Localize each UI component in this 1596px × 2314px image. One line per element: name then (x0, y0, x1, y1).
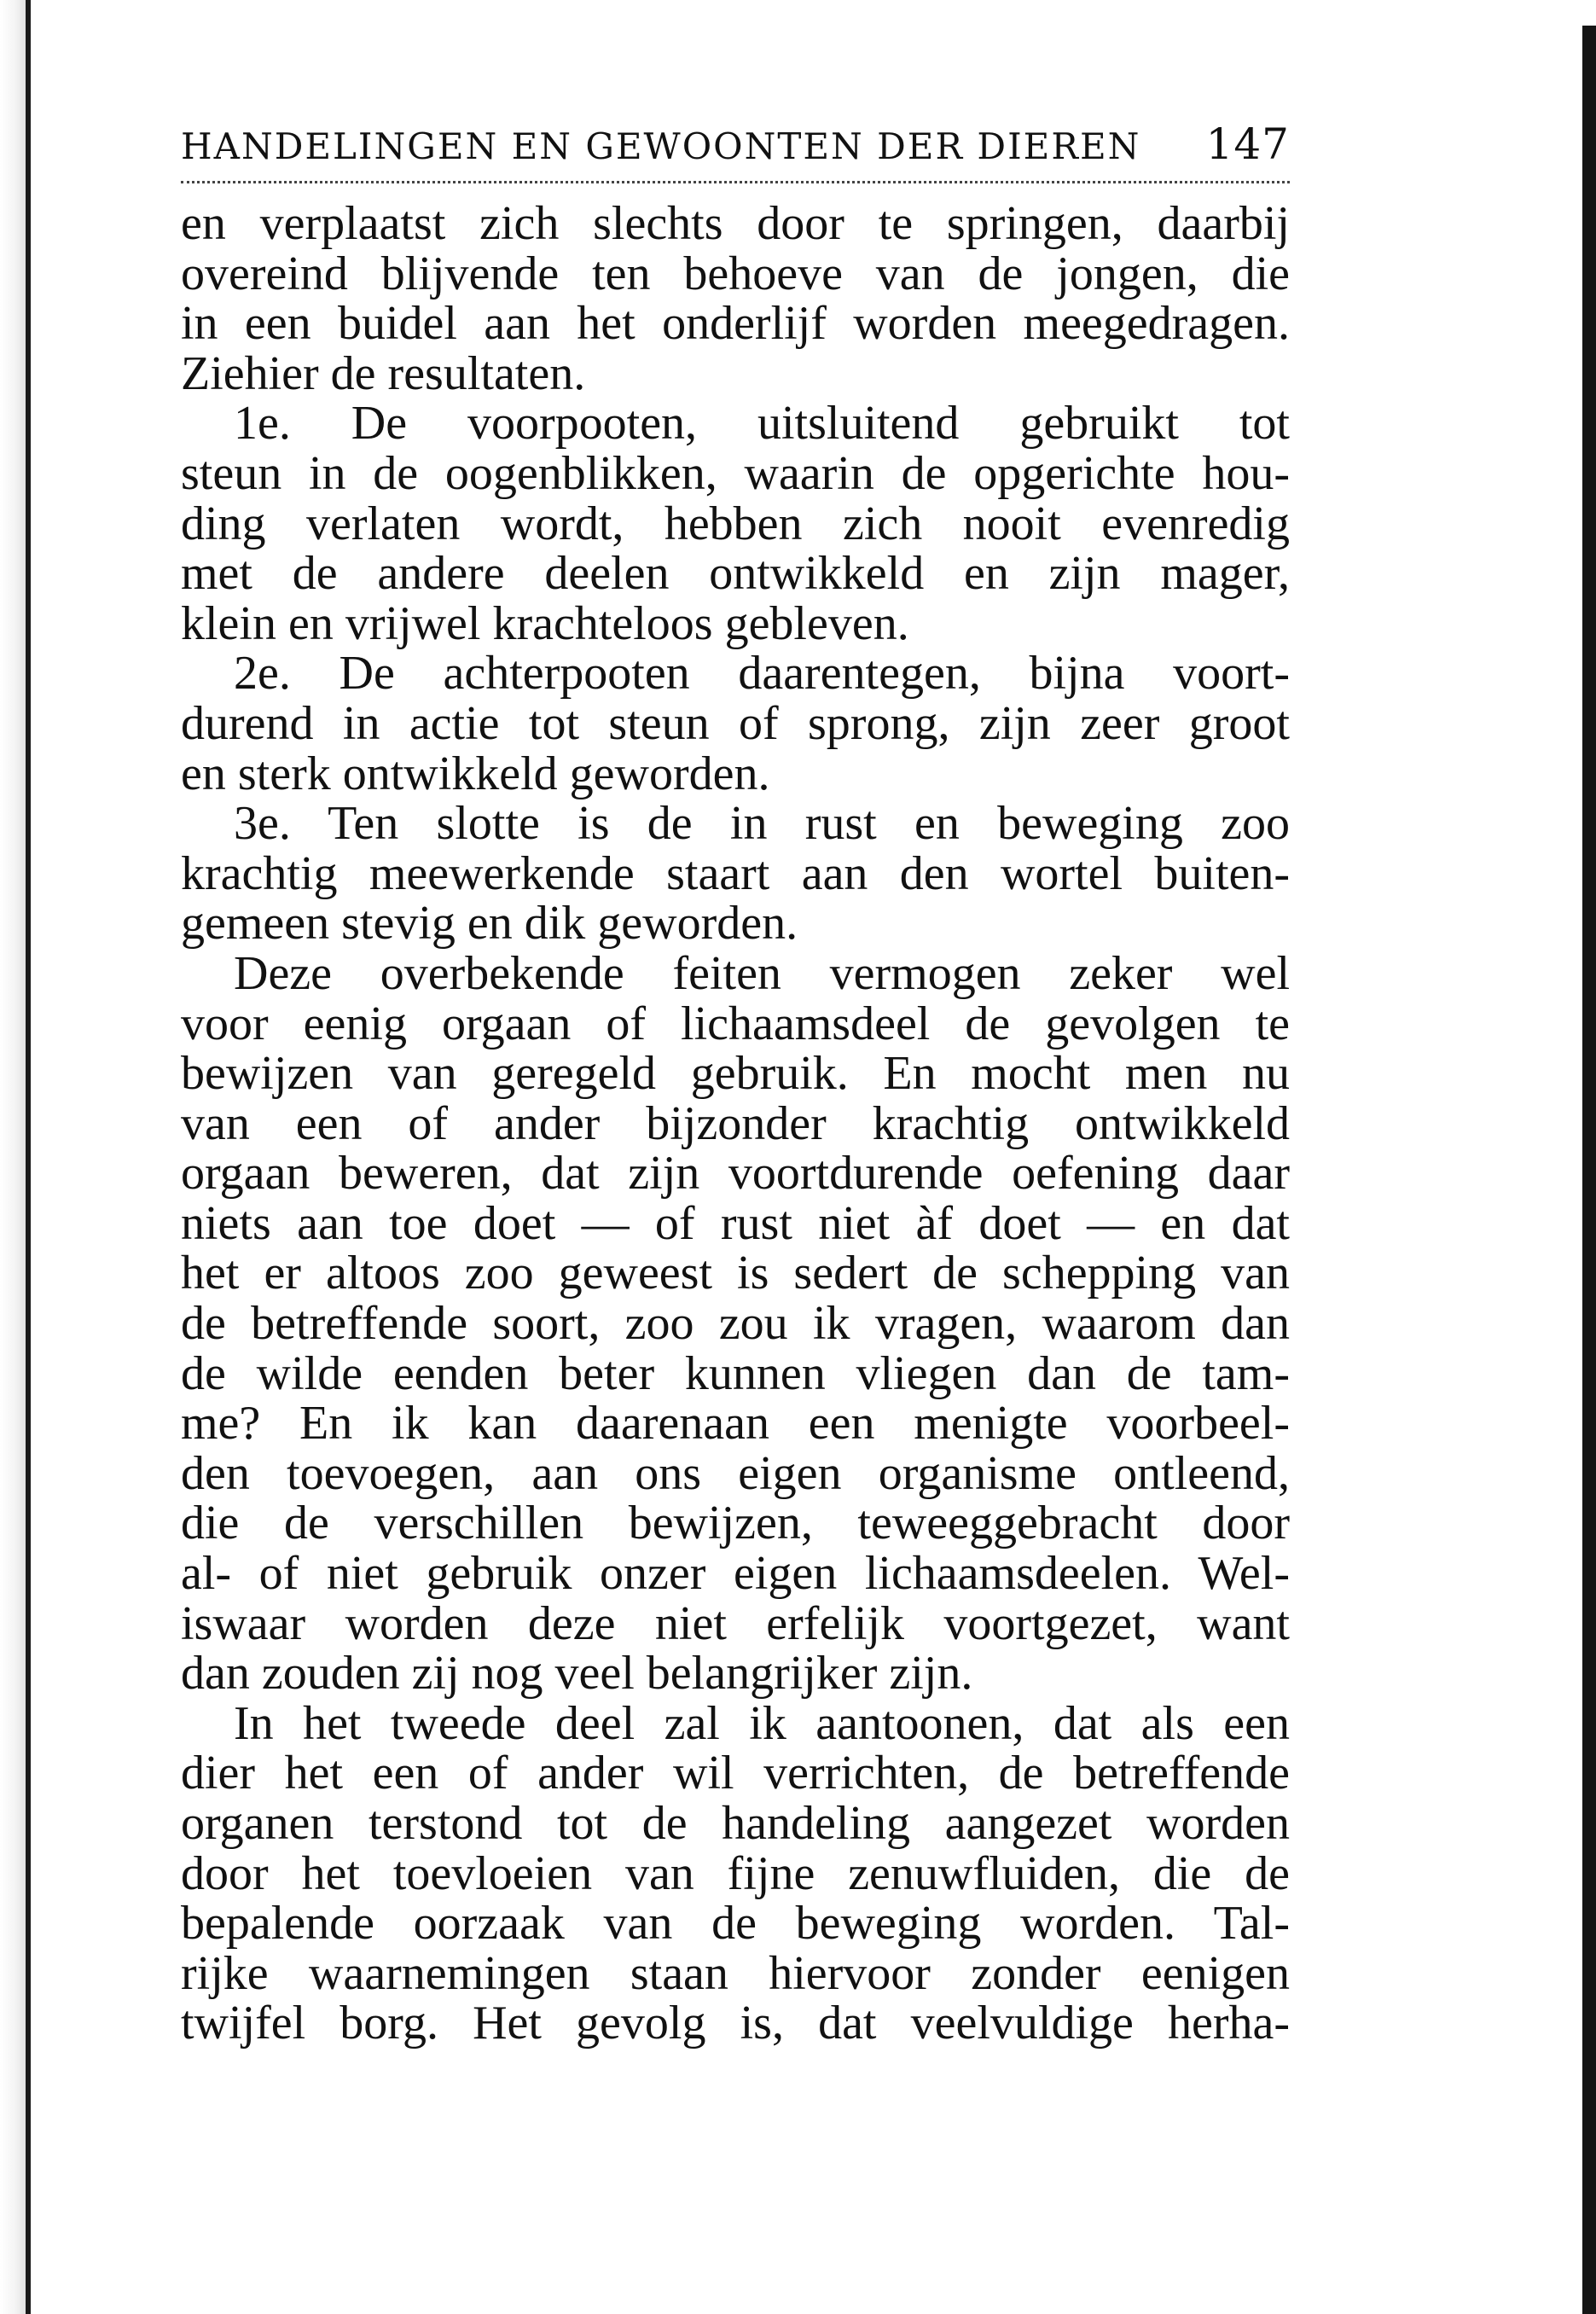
text-line: niets aan toe doet — of rust niet àf doet — en dat (181, 1196, 1290, 1250)
scan-edge-left (26, 0, 31, 2314)
text-line: steun in de oogenblikken, waarin de opgerichte hou- (181, 446, 1290, 500)
text-line: me? En ik kan daarenaan een menigte voorbeel- (181, 1397, 1290, 1451)
text-line: met de andere deelen ontwikkeld en zijn mager, (181, 547, 1290, 601)
text-line: de betreffende soort, zoo zou ik vragen, waarom dan (181, 1297, 1290, 1351)
scan-shadow-left (0, 0, 26, 2314)
text-line: al- of niet gebruik onzer eigen lichaamsdeelen. Wel- (181, 1547, 1290, 1601)
text-line: voor eenig orgaan of lichaamsdeel de gevolgen te (181, 997, 1290, 1050)
page-number: 147 (1205, 119, 1290, 169)
text-line: rijke waarnemingen staan hiervoor zonder eenigen (181, 1946, 1290, 2000)
text-line: bewijzen van geregeld gebruik. En mocht men nu (181, 1047, 1290, 1101)
text-line: dier het een of ander wil verrichten, de betreffende (181, 1747, 1290, 1800)
text-line: door het toevloeien van fijne zenuwfluiden, die de (181, 1846, 1290, 1900)
text-line: van een of ander bijzonder krachtig ontwikkeld (181, 1096, 1290, 1150)
text-line: Ziehier de resultaten. (181, 346, 586, 400)
scan-edge-right (1582, 26, 1596, 2314)
text-line: Deze overbekende feiten vermogen zeker wel (234, 946, 1290, 1000)
text-line: en verplaatst zich slechts door te springen, daarbij (181, 197, 1290, 250)
text-line: bepalende oorzaak van de beweging worden. Tal- (181, 1897, 1290, 1951)
text-line: iswaar worden deze niet erfelijk voortgezet, want (181, 1596, 1290, 1650)
text-line: orgaan beweren, dat zijn voortdurende oefening daar (181, 1147, 1290, 1201)
running-head-title: HANDELINGEN EN GEWOONTEN DER DIEREN (181, 125, 1141, 167)
text-line: In het tweede deel zal ik aantoonen, dat als een (234, 1696, 1290, 1750)
running-head (181, 119, 1290, 183)
text-line: twijfel borg. Het gevolg is, dat veelvuldige herha- (181, 1997, 1290, 2050)
text-line: in een buidel aan het onderlijf worden meegedragen. (181, 297, 1290, 351)
text-line: overeind blijvende ten behoeve van de jongen, die (181, 247, 1290, 300)
text-line: organen terstond tot de handeling aangezet worden (181, 1797, 1290, 1850)
text-line: 3e. Ten slotte is de in rust en beweging zoo (234, 797, 1290, 851)
text-line: den toevoegen, aan ons eigen organisme ontleend, (181, 1446, 1290, 1500)
text-line: en sterk ontwikkeld geworden. (181, 747, 770, 800)
text-line: klein en vrijwel krachteloos gebleven. (181, 596, 909, 650)
text-line: gemeen stevig en dik geworden. (181, 897, 798, 951)
text-line: ding verlaten wordt, hebben zich nooit evenredig (181, 497, 1290, 550)
text-line: 1e. De voorpooten, uitsluitend gebruikt tot (234, 397, 1290, 451)
text-line: durend in actie tot steun of sprong, zijn zeer groot (181, 696, 1290, 750)
body-text (181, 199, 1290, 2049)
text-line: dan zouden zij nog veel belangrijker zijn. (181, 1647, 973, 1701)
text-line: de wilde eenden beter kunnen vliegen dan de tam- (181, 1346, 1290, 1400)
text-line: het er altoos zoo geweest is sedert de schepping van (181, 1247, 1290, 1300)
text-line: 2e. De achterpooten daarentegen, bijna voort- (234, 647, 1290, 701)
text-line: krachtig meewerkende staart aan den wortel buiten- (181, 846, 1290, 900)
book-page (181, 119, 1290, 2049)
text-line: die de verschillen bewijzen, teweeggebracht door (181, 1497, 1290, 1550)
